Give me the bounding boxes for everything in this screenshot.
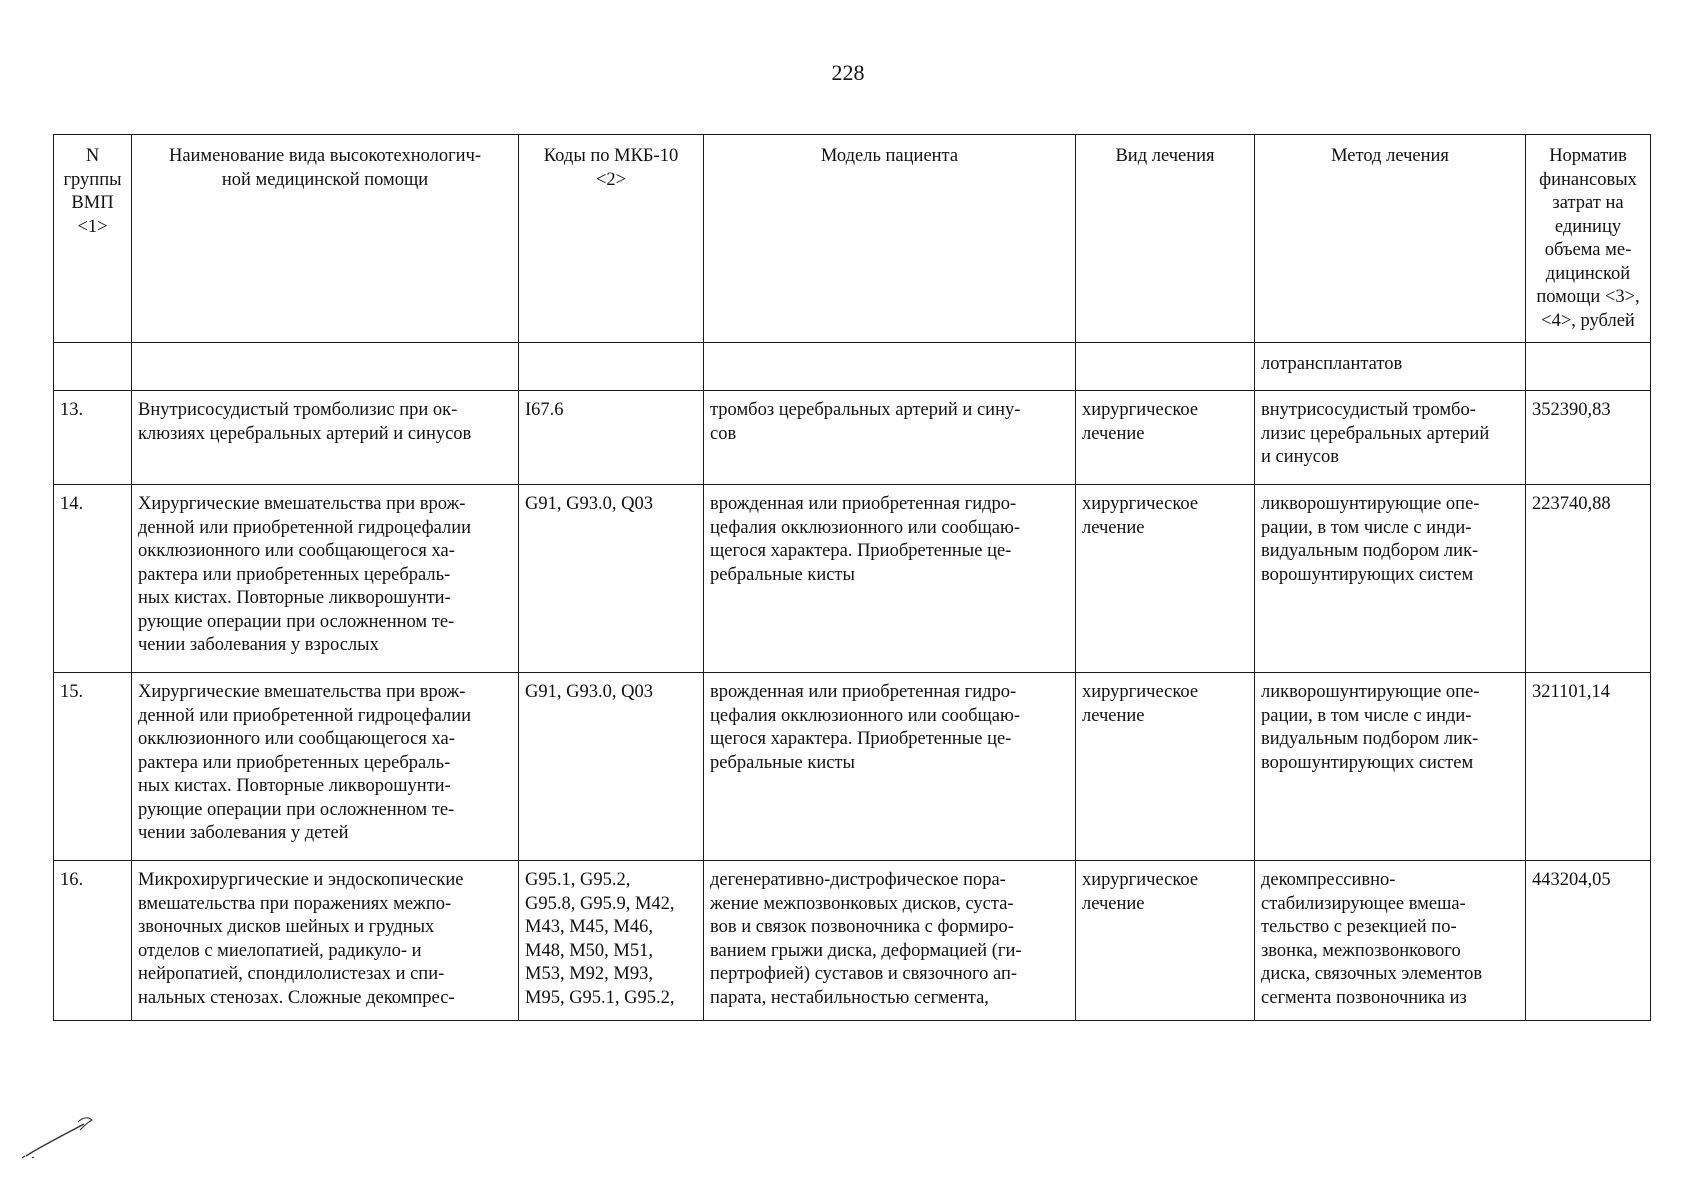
cell-group-number: 14.	[54, 485, 132, 673]
cell-empty	[1526, 343, 1651, 391]
cell-care-name: Хирургические вмешательства при врож- денной или приобретенной гидроцефалии окклюзионного или сообщающегося ха- рактера или приобретенных церебраль- ных кистах. Повторные ликворошунти- рующие операции при осложненном те- чении заболевания у детей	[132, 673, 519, 861]
header-patient-model: Модель пациента	[704, 135, 1076, 343]
cell-care-name: Хирургические вмешательства при врож- денной или приобретенной гидроцефалии окклюзионного или сообщающегося ха- рактера или приобретенных церебраль- ных кистах. Повторные ликворошунти- рующие операции при осложненном те- чении заболевания у взрослых	[132, 485, 519, 673]
cell-treatment-type: хирургическое лечение	[1076, 391, 1255, 485]
cell-treatment-type: хирургическое лечение	[1076, 673, 1255, 861]
header-treatment-type: Вид лечения	[1076, 135, 1255, 343]
cell-icd-codes: G91, G93.0, Q03	[519, 673, 704, 861]
table-row	[54, 861, 1651, 1021]
table-row-continuation	[54, 343, 1651, 391]
cell-care-name: Внутрисосудистый тромболизис при ок- клюзиях церебральных артерий и синусов	[132, 391, 519, 485]
page-number: 228	[831, 60, 865, 85]
cell-treatment-method: ликворошунтирующие опе- рации, в том числе с инди- видуальным подбором лик- ворошунтирующих систем	[1255, 485, 1526, 673]
header-treatment-method: Метод лечения	[1255, 135, 1526, 343]
header-icd-codes: Коды по МКБ-10 <2>	[519, 135, 704, 343]
cell-icd-codes: G95.1, G95.2, G95.8, G95.9, M42, M43, M45, M46, M48, M50, M51, M53, M92, M93, M95, G95.1, G95.2,	[519, 861, 704, 1021]
cell-group-number: 13.	[54, 391, 132, 485]
cell-patient-model: врожденная или приобретенная гидро- цефалия окклюзионного или сообщаю- щегося характера. Приобретенные це- ребральные кисты	[704, 673, 1076, 861]
cell-treatment-method: декомпрессивно- стабилизирующее вмеша- тельство с резекцией по- звонка, межпозвонкового диска, связочных элементов сегмента позвоночника из	[1255, 861, 1526, 1021]
header-care-name: Наименование вида высокотехнологич- ной медицинской помощи	[132, 135, 519, 343]
cell-treatment-type: хирургическое лечение	[1076, 861, 1255, 1021]
cell-empty	[54, 343, 132, 391]
cell-cost-norm: 443204,05	[1526, 861, 1651, 1021]
cell-method: лотрансплантатов	[1255, 343, 1526, 391]
cell-empty	[1076, 343, 1255, 391]
cell-group-number: 15.	[54, 673, 132, 861]
cell-empty	[704, 343, 1076, 391]
header-group-number: N группы ВМП <1>	[54, 135, 132, 343]
cell-care-name: Микрохирургические и эндоскопические вмешательства при поражениях межпо- звоночных дисков шейных и грудных отделов с миелопатией, радикуло- и нейропатией, спондилолистезах и спи- нальных стенозах. Сложные декомпрес-	[132, 861, 519, 1021]
cell-empty	[519, 343, 704, 391]
cell-icd-codes: I67.6	[519, 391, 704, 485]
cell-treatment-type: хирургическое лечение	[1076, 485, 1255, 673]
cell-cost-norm: 223740,88	[1526, 485, 1651, 673]
cell-empty	[132, 343, 519, 391]
table-row	[54, 673, 1651, 861]
cell-patient-model: дегенеративно-дистрофическое пора- жение межпозвонковых дисков, суста- вов и связок позвоночника с формиро- ванием грыжи диска, деформацией (ги- пертрофией) суставов и связочного ап- парата, нестабильностью сегмента,	[704, 861, 1076, 1021]
cell-patient-model: врожденная или приобретенная гидро- цефалия окклюзионного или сообщаю- щегося характера. Приобретенные це- ребральные кисты	[704, 485, 1076, 673]
table-row	[54, 485, 1651, 673]
header-cost-norm: Норматив финансовых затрат на единицу объема ме- дицинской помощи <3>, <4>, рублей	[1526, 135, 1651, 343]
cell-cost-norm: 352390,83	[1526, 391, 1651, 485]
cell-icd-codes: G91, G93.0, Q03	[519, 485, 704, 673]
vmp-table	[53, 134, 1651, 1021]
table-row	[54, 391, 1651, 485]
cell-cost-norm: 321101,14	[1526, 673, 1651, 861]
table-header-row	[54, 135, 1651, 343]
cell-treatment-method: внутрисосудистый тромбо- лизис церебральных артерий и синусов	[1255, 391, 1526, 485]
cell-treatment-method: ликворошунтирующие опе- рации, в том числе с инди- видуальным подбором лик- ворошунтирующих систем	[1255, 673, 1526, 861]
cell-patient-model: тромбоз церебральных артерий и сину- сов	[704, 391, 1076, 485]
cell-group-number: 16.	[54, 861, 132, 1021]
pen-mark-scribble	[18, 1112, 98, 1162]
